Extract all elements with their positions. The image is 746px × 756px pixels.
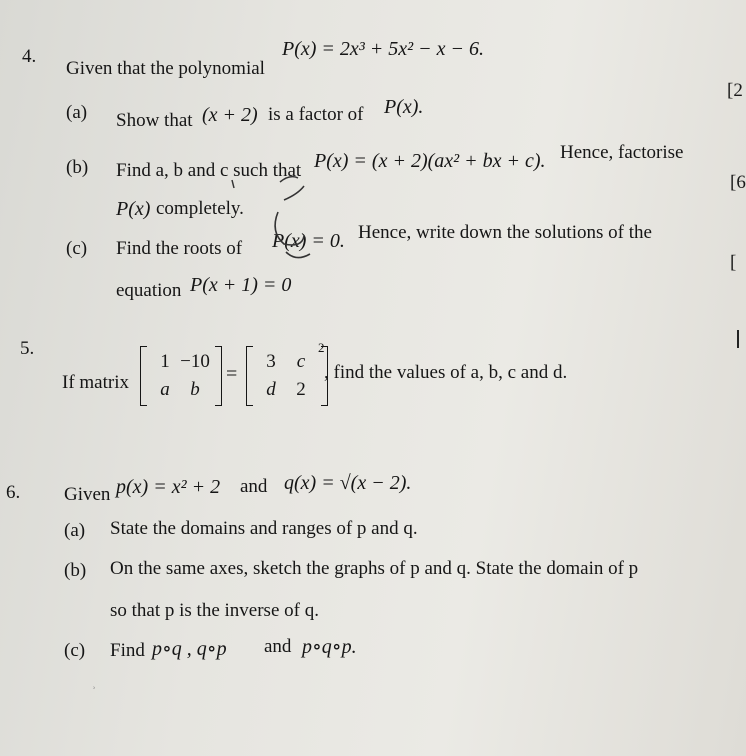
q5-text: If matrix <box>62 372 130 393</box>
m2-a12: c <box>296 351 306 372</box>
page-edge-mark <box>737 330 739 348</box>
matrix-right <box>246 346 328 406</box>
q6-p-def: p(x) = x² + 2 <box>116 476 221 498</box>
q4a-math-factor: (x + 2) <box>202 104 258 126</box>
q6c-text: Find <box>110 640 145 661</box>
q4c-line2-math: P(x + 1) = 0 <box>190 274 292 296</box>
q4-polynomial: P(x) = 2x³ + 5x² − x − 6. <box>282 38 485 60</box>
q4c-line2-text: equation <box>116 280 182 301</box>
q4-intro: Given that the polynomial <box>66 58 265 79</box>
m2-a22: 2 <box>296 379 306 400</box>
q6c-label: (c) <box>64 640 86 661</box>
q4c-marks: [ <box>730 252 737 273</box>
q6b-line2: so that p is the inverse of q. <box>110 600 319 621</box>
stray-mark: ʾ <box>92 684 96 698</box>
m1-a12: −10 <box>180 351 210 372</box>
q4b-text: Find a, b and c such that <box>116 160 302 181</box>
pencil-scribble <box>220 160 340 290</box>
matrix-left <box>140 346 222 406</box>
q6a-text: State the domains and ranges of p and q. <box>110 518 418 539</box>
q6a-label: (a) <box>64 520 86 541</box>
q6c-math2: p∘q∘p. <box>302 636 357 658</box>
q4b-text2: Hence, factorise <box>560 142 684 163</box>
q4-number: 4. <box>22 46 37 67</box>
q6-and: and <box>240 476 268 497</box>
m2-a11: 3 <box>266 351 276 372</box>
equals-sign: = <box>226 363 238 385</box>
q5-text2: , find the values of a, b, c and d. <box>324 362 568 383</box>
q4a-math-P: P(x). <box>384 96 424 118</box>
q6-q-def: q(x) = √(x − 2). <box>284 472 412 494</box>
q4c-text: Find the roots of <box>116 238 243 259</box>
q6c-and: and <box>264 636 292 657</box>
q4c-math: P(x) = 0. <box>272 230 345 252</box>
m2-a21: d <box>266 379 276 400</box>
q4a-marks: [2 <box>727 80 743 101</box>
matrix-power: 2 <box>318 340 325 355</box>
m1-a11: 1 <box>160 351 170 372</box>
q4a-text2: is a factor of <box>268 104 364 125</box>
q4b-line2-math: P(x) <box>116 198 151 220</box>
q4c-label: (c) <box>66 238 88 259</box>
m1-a22: b <box>190 379 200 400</box>
q4b-marks: [6 <box>730 172 746 193</box>
q6c-math: p∘q , q∘p <box>152 638 227 660</box>
q4a-label: (a) <box>66 102 88 123</box>
q4b-math: P(x) = (x + 2)(ax² + bx + c). <box>314 150 546 172</box>
q4b-line2-text: completely. <box>156 198 244 219</box>
q6-intro: Given <box>64 484 111 505</box>
q6-number: 6. <box>6 482 21 503</box>
q6b-text: On the same axes, sketch the graphs of p and q. State the domain of p <box>110 558 639 579</box>
q6b-label: (b) <box>64 560 87 581</box>
q4b-label: (b) <box>66 157 89 178</box>
m1-a21: a <box>160 379 170 400</box>
q4a-text: Show that <box>116 110 193 131</box>
q4c-text2: Hence, write down the solutions of the <box>358 222 652 243</box>
q5-number: 5. <box>20 338 35 359</box>
